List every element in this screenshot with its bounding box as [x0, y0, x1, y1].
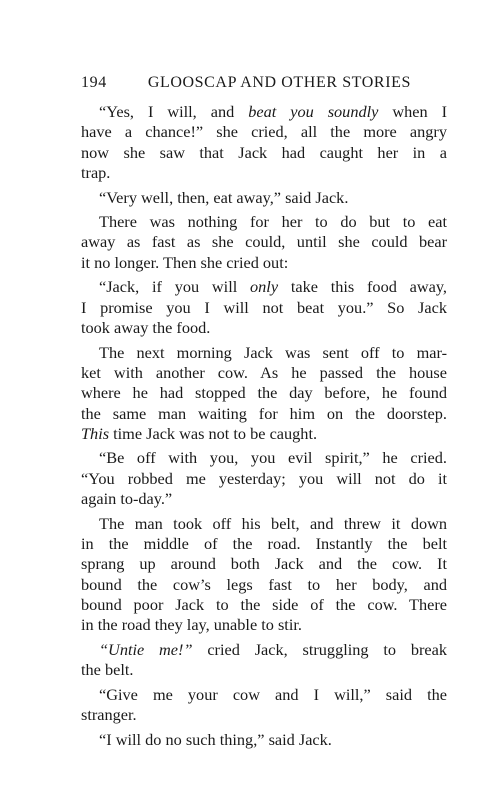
text-line: “Give me your cow and I will,” said the [99, 684, 447, 704]
text-run: when I [378, 102, 447, 121]
text-line: “I will do no such thing,” said Jack. [99, 729, 332, 749]
text-line: have a chance!” she cried, all the more angry [81, 122, 447, 142]
text-line [81, 424, 447, 444]
text-line: sprang up around both Jack and the cow. It [81, 554, 447, 574]
book-title: GLOOSCAP AND OTHER STORIES [147, 74, 411, 91]
text-run: cried Jack, struggling to break [192, 639, 447, 659]
text-line: trap. [81, 163, 111, 183]
text-line: “Very well, then, eat away,” said Jack. [99, 187, 349, 207]
text-line: There was nothing for her to do but to eat [99, 212, 447, 232]
paragraph [81, 212, 447, 273]
paragraph [81, 343, 447, 445]
text-line: “You robbed me yesterday; you will not do it [81, 468, 447, 488]
text-line: in the middle of the road. Instantly the belt [81, 534, 447, 553]
text-run: time Jack was not to be caught. [109, 423, 318, 443]
italic-text: This [81, 423, 110, 443]
story-text [81, 102, 447, 750]
running-head [81, 74, 411, 92]
text-line [81, 640, 447, 660]
text-line: away as fast as she could, until she could bear [81, 232, 447, 252]
text-run: “Yes, I will, and [99, 102, 249, 121]
text-line: where he had stopped the day before, he found [81, 383, 447, 403]
italic-text: “Untie me!” [99, 639, 193, 659]
page-number: 194 [81, 74, 107, 91]
text-line: stranger. [81, 705, 137, 725]
paragraph [81, 640, 447, 681]
paragraph [81, 102, 447, 183]
text-line: I promise you I will not beat you.” So Jack [81, 297, 447, 317]
italic-text: only [250, 277, 279, 297]
text-line: it no longer. Then she cried out: [81, 252, 289, 272]
text-line: The next morning Jack was sent off to mar- [99, 342, 447, 362]
text-line: bound poor Jack to the side of the cow. There [81, 595, 447, 615]
paragraph [81, 730, 447, 750]
text-line: took away the food. [81, 318, 211, 337]
text-line: the belt. [81, 660, 134, 680]
text-line: the same man waiting for him on the doorstep. [81, 403, 447, 423]
text-line: again to-day.” [81, 489, 173, 509]
text-line [81, 102, 447, 122]
text-line: The man took off his belt, and threw it down [99, 513, 447, 533]
text-run: take this food away, [278, 277, 447, 297]
paragraph [81, 448, 447, 509]
text-line [81, 277, 447, 297]
text-line: ket with another cow. As he passed the house [81, 362, 447, 382]
text-line: bound the cow’s legs fast to her body, and [81, 574, 447, 594]
italic-text: beat you soundly [248, 102, 379, 121]
paragraph [81, 277, 447, 338]
text-run: “Jack, if you will [99, 277, 251, 297]
paragraph [81, 188, 447, 208]
paragraph [81, 685, 447, 726]
text-line: now she saw that Jack had caught her in a [81, 142, 447, 162]
paragraph [81, 514, 447, 636]
text-line: in the road they lay, unable to stir. [81, 615, 302, 635]
text-line: “Be off with you, you evil spirit,” he cried. [99, 448, 447, 468]
